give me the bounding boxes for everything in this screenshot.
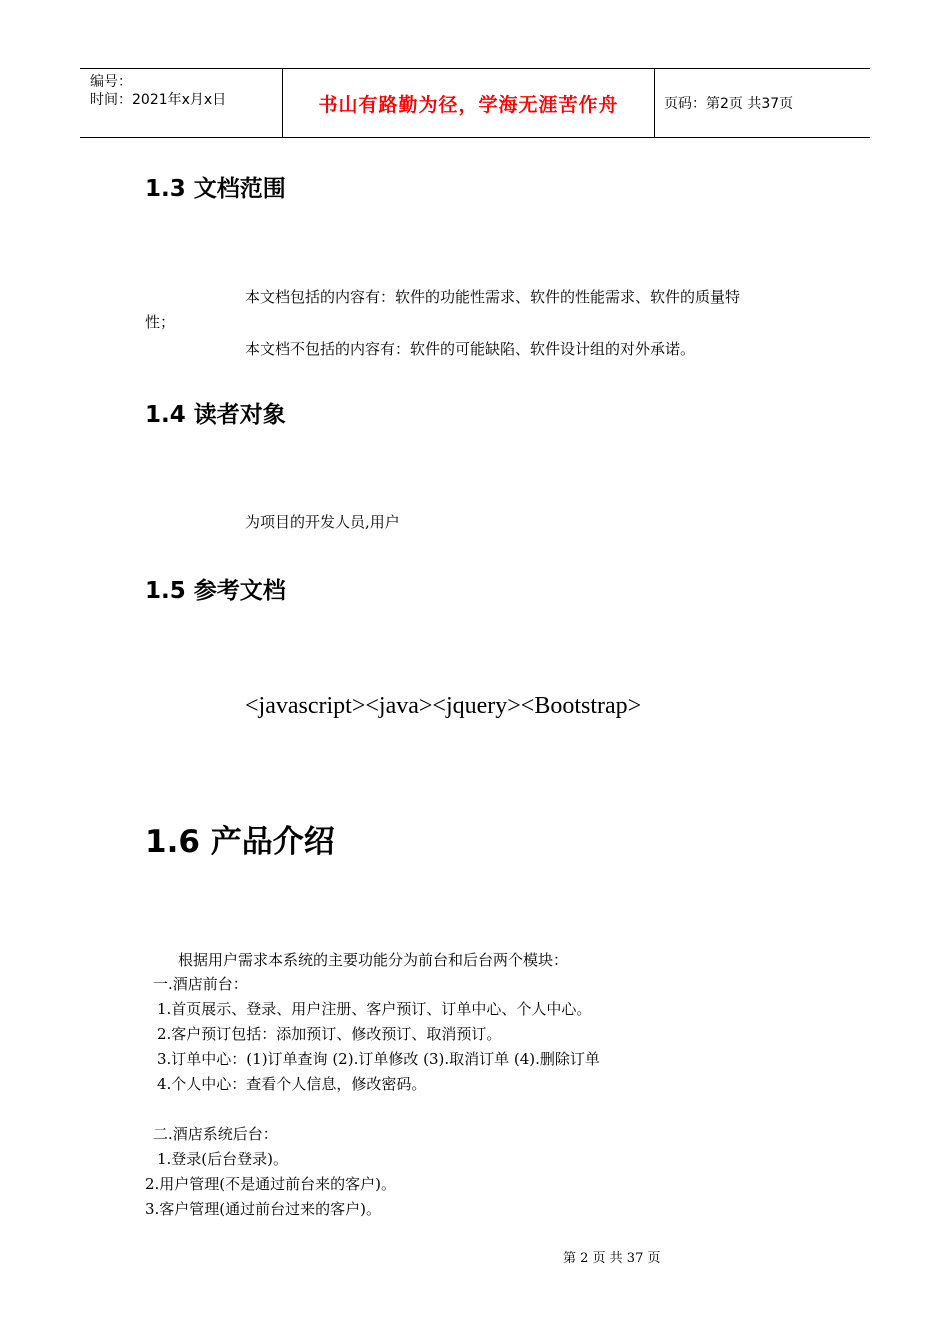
list-item: 4.个人中心：查看个人信息，修改密码。 (157, 1075, 427, 1093)
list-heading: 二.酒店系统后台： (153, 1125, 278, 1143)
page-header (80, 68, 870, 138)
section-title-1-6: 1.6 产品介绍 (145, 824, 335, 860)
section-title-1-4: 1.4 读者对象 (145, 402, 286, 428)
paragraph: 本文档包括的内容有：软件的功能性需求、软件的性能需求、软件的质量特 (245, 288, 741, 306)
paragraph: 为项目的开发人员,用户 (245, 513, 400, 531)
paragraph: 性； (145, 313, 176, 331)
section-title-1-3: 1.3 文档范围 (145, 176, 286, 202)
section-title-1-5: 1.5 参考文档 (145, 578, 286, 604)
header-page-info: 页码：第2页 共37页 (664, 96, 794, 112)
list-heading: 一.酒店前台： (153, 975, 248, 993)
paragraph: 根据用户需求本系统的主要功能分为前台和后台两个模块： (178, 951, 569, 969)
header-motto: 书山有路勤为径，学海无涯苦作舟 (282, 69, 655, 137)
header-meta (80, 69, 282, 137)
document-date: 时间：2021年x月x日 (90, 92, 227, 108)
reference-list: <javascript><java><jquery><Bootstrap> (245, 693, 642, 719)
list-item: 3.订单中心：(1)订单查询 (2).订单修改 (3).取消订单 (4).删除订单 (157, 1050, 600, 1068)
page-footer: 第 2 页 共 37 页 (563, 1251, 661, 1266)
list-item: 3.客户管理(通过前台过来的客户)。 (145, 1200, 382, 1218)
document-number-label: 编号： (90, 74, 132, 90)
list-item: 2.客户预订包括：添加预订、修改预订、取消预订。 (157, 1025, 502, 1043)
list-item: 1.登录(后台登录)。 (157, 1150, 289, 1168)
list-item: 1.首页展示、登录、用户注册、客户预订、订单中心、个人中心。 (157, 1000, 592, 1018)
list-item: 2.用户管理(不是通过前台来的客户)。 (145, 1175, 397, 1193)
paragraph: 本文档不包括的内容有：软件的可能缺陷、软件设计组的对外承诺。 (245, 340, 696, 358)
